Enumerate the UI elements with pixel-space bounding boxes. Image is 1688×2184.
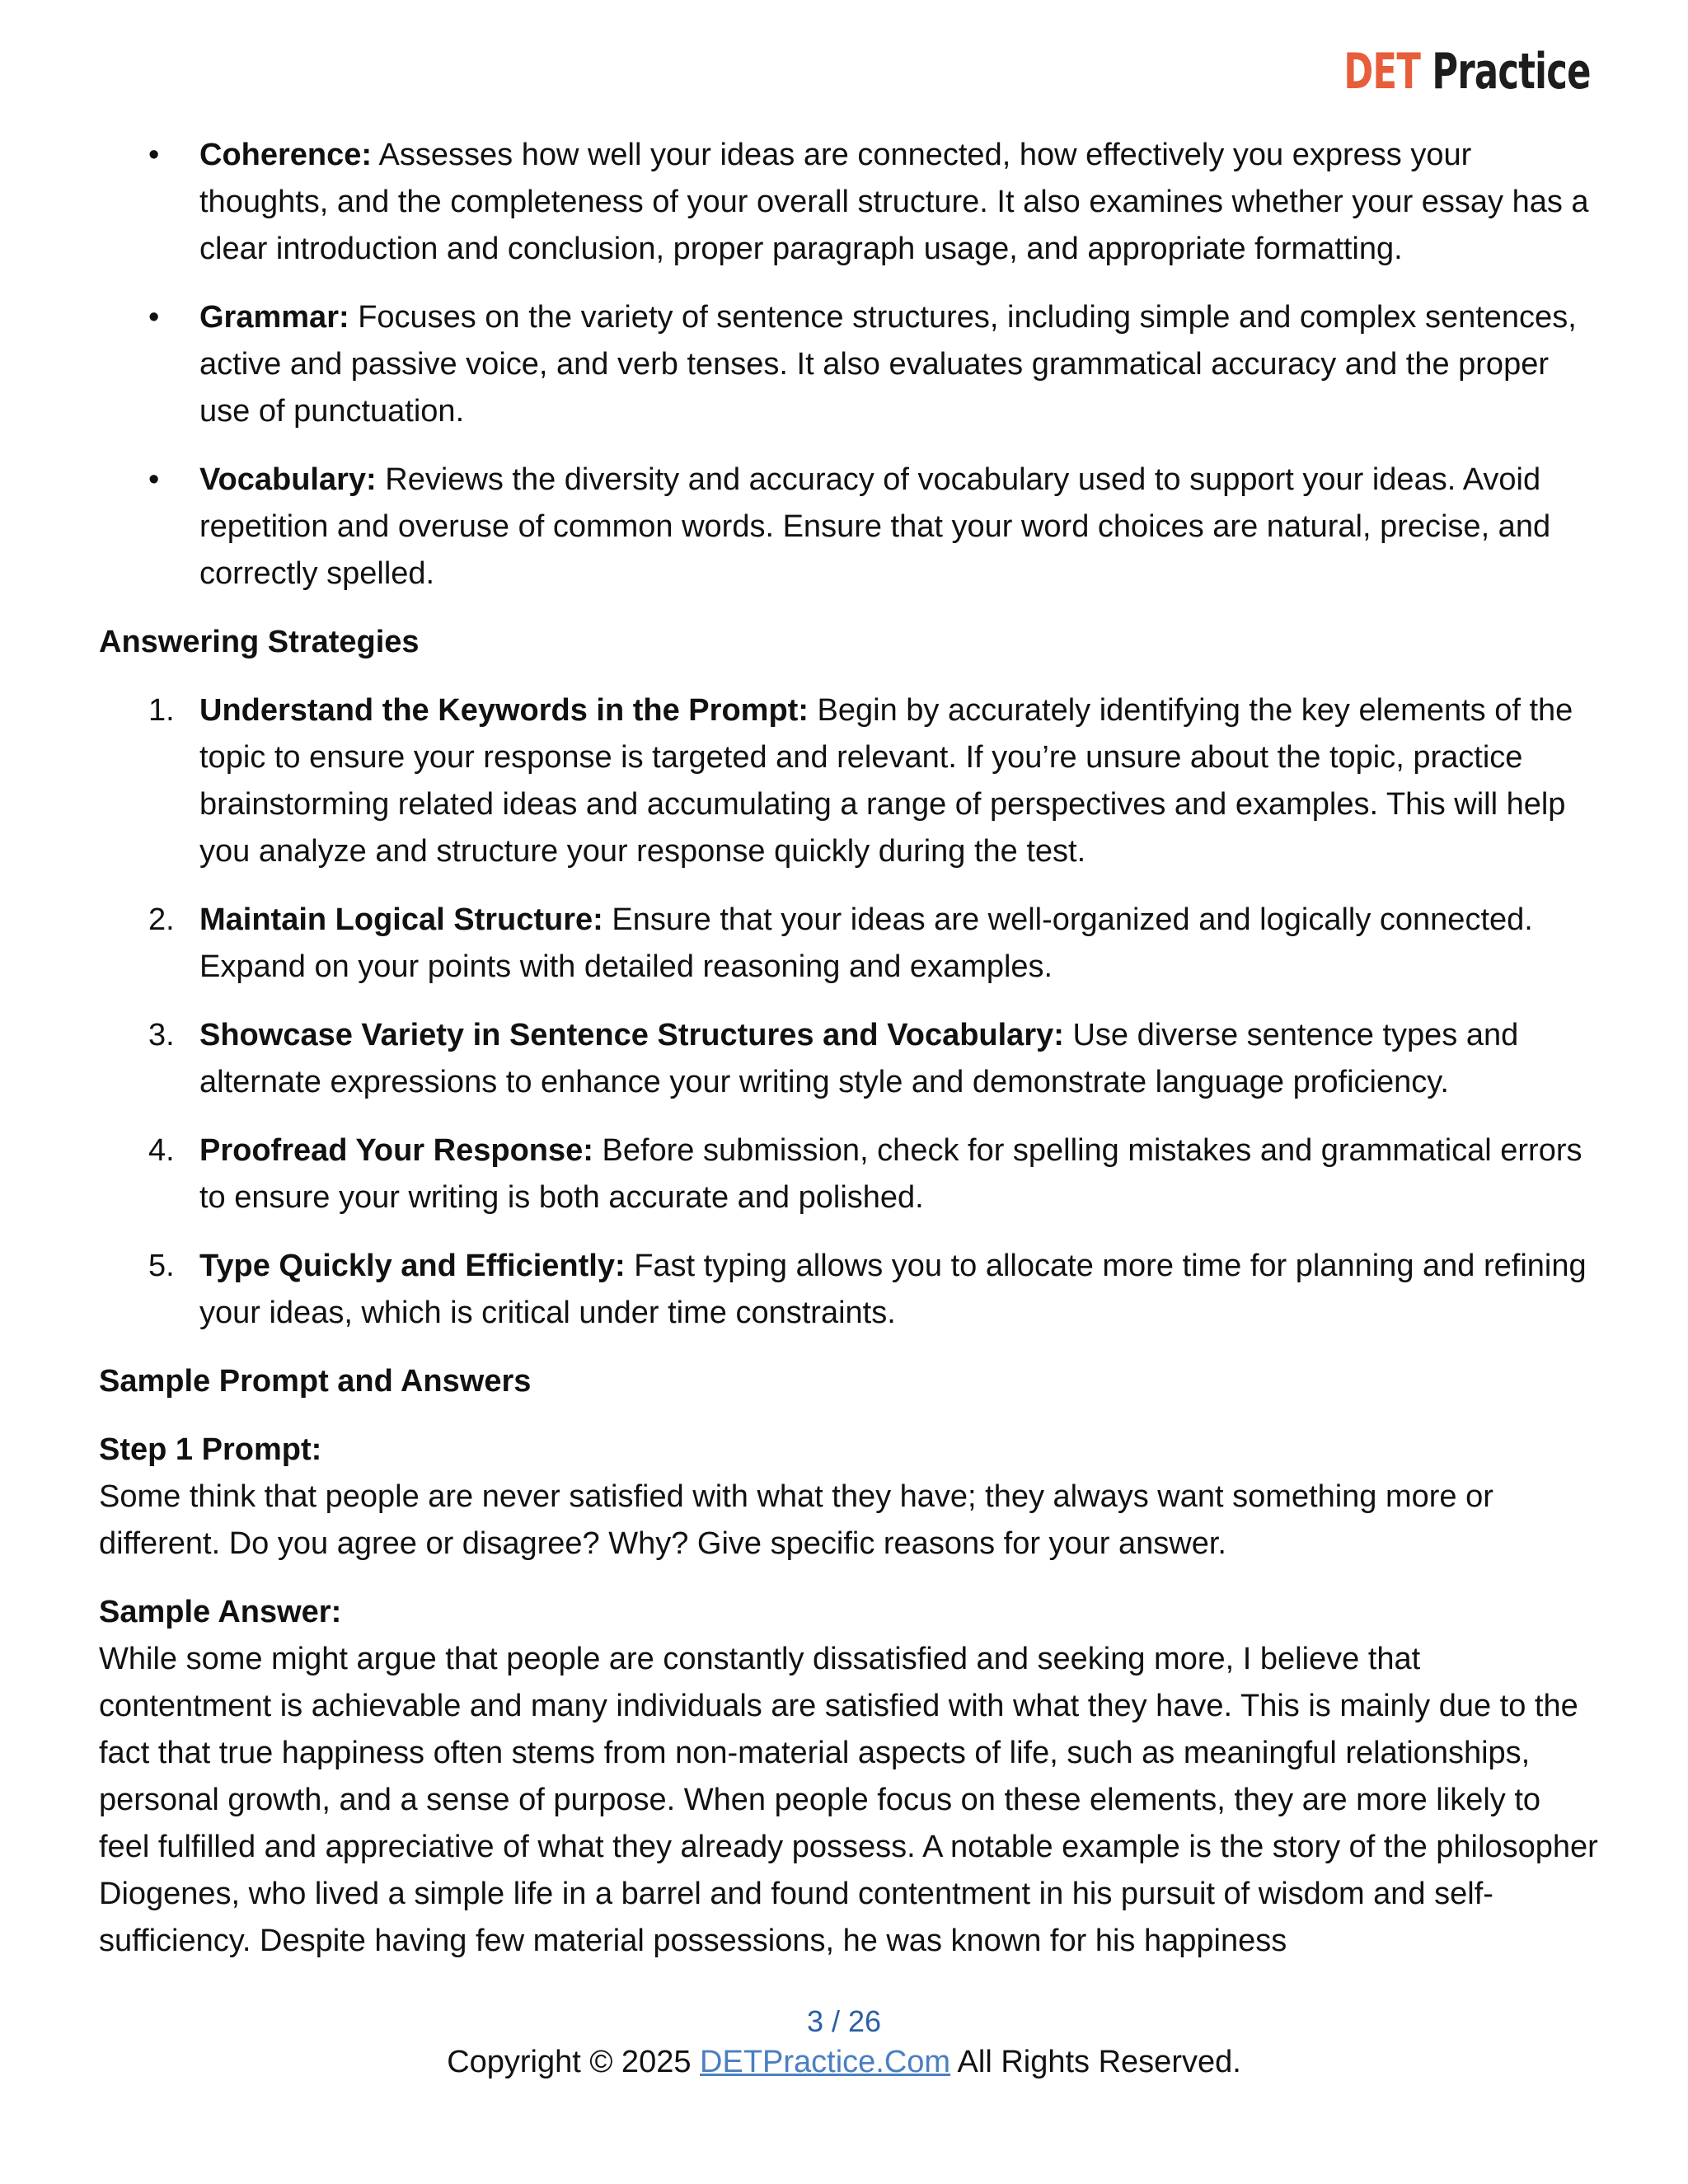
strategy-number: 3. — [148, 1018, 175, 1052]
prompt-label: Step 1 Prompt: — [99, 1432, 322, 1467]
answer-label: Sample Answer: — [99, 1595, 342, 1629]
strategy-item — [99, 1127, 1599, 1221]
strategy-item — [99, 1012, 1599, 1106]
strategy-item — [99, 897, 1599, 991]
strategy-text: Use diverse sentence types and alternate expressions to enhance your writing style and demonstrate language proficiency. — [199, 1018, 1519, 1099]
copyright-suffix: All Rights Reserved. — [950, 2045, 1241, 2079]
criteria-term: Grammar: — [199, 300, 349, 335]
strategy-number: 2. — [148, 902, 175, 937]
criteria-text: Focuses on the variety of sentence structures, including simple and complex sentences, active and passive voice, and verb tenses. It also evaluates grammatical accuracy and the proper use of punctuation. — [199, 300, 1577, 429]
strategy-number: 5. — [148, 1249, 175, 1283]
copyright-prefix: Copyright © 2025 — [447, 2045, 701, 2079]
criteria-text: Assesses how well your ideas are connected, how effectively you express your thoughts, and the completeness of your overall structure. It also examines whether your essay has a clear introduction and conclusion, proper paragraph usage, and appropriate formatting. — [199, 138, 1589, 266]
criteria-item-coherence — [99, 132, 1599, 273]
strategy-text: Ensure that your ideas are well-organized and logically connected. Expand on your points with detailed reasoning and examples. — [199, 902, 1533, 984]
strategies-list — [99, 687, 1599, 1337]
strategy-item — [99, 1243, 1599, 1337]
strategy-term: Proofread Your Response: — [199, 1133, 593, 1168]
criteria-term: Coherence: — [199, 138, 373, 172]
bullet-icon: • — [148, 462, 160, 497]
strategy-term: Showcase Variety in Sentence Structures and Vocabulary: — [199, 1018, 1064, 1052]
criteria-item-vocabulary — [99, 457, 1599, 598]
strategy-item — [99, 687, 1599, 875]
strategy-number: 4. — [148, 1133, 175, 1168]
prompt-text: Some think that people are never satisfied with what they have; they always want something more or different. Do you agree or disagree? Why? Give specific reasons for your answer. — [99, 1479, 1493, 1561]
strategy-term: Understand the Keywords in the Prompt: — [199, 693, 809, 728]
site-link[interactable]: DETPractice.Com — [700, 2045, 951, 2079]
logo-practice: Practice — [1432, 43, 1591, 101]
answer-text: While some might argue that people are constantly dissatisfied and seeking more, I believe that contentment is achievable and many individuals are satisfied with what they have. This is mainly due to the fact that true happiness often stems from non-material aspects of life, such as meaningful relationships, personal growth, and a sense of purpose. When people focus on these elements, they are more likely to feel fulfilled and appreciative of what they already possess. A notable example is the story of the philosopher Diogenes, who lived a simple life in a barrel and found contentment in his pursuit of wisdom and self-sufficiency. Despite having few material possessions, he was known for his happiness — [99, 1642, 1598, 1958]
strategy-term: Maintain Logical Structure: — [199, 902, 603, 937]
strategy-text: Fast typing allows you to allocate more time for planning and refining your ideas, which is critical under time constraints. — [199, 1249, 1587, 1330]
copyright-line — [0, 2045, 1688, 2080]
criteria-text: Reviews the diversity and accuracy of vocabulary used to support your ideas. Avoid repetition and overuse of common words. Ensure that your word choices are natural, precise, and correctly spelled. — [199, 462, 1551, 591]
strategies-heading: Answering Strategies — [99, 625, 420, 659]
criteria-list — [99, 132, 1599, 598]
page-number: 3 / 26 — [806, 2004, 882, 2038]
criteria-item-grammar — [99, 294, 1599, 435]
strategy-text: Before submission, check for spelling mistakes and grammatical errors to ensure your writing is both accurate and polished. — [199, 1133, 1582, 1215]
det-practice-logo — [1344, 43, 1591, 101]
bullet-icon: • — [148, 300, 160, 335]
criteria-term: Vocabulary: — [199, 462, 377, 497]
strategy-text: Begin by accurately identifying the key elements of the topic to ensure your response is targeted and relevant. If you’re unsure about the topic, practice brainstorming related ideas and accumulating a range of perspectives and examples. This will help you analyze and structure your response quickly during the test. — [199, 693, 1573, 869]
strategy-term: Type Quickly and Efficiently: — [199, 1249, 626, 1283]
document-body — [99, 132, 1599, 1986]
bullet-icon: • — [148, 138, 160, 172]
strategy-number: 1. — [148, 693, 175, 728]
answer-block — [99, 1589, 1599, 1965]
prompt-block — [99, 1427, 1599, 1568]
logo-det: DET — [1343, 43, 1421, 101]
sample-heading: Sample Prompt and Answers — [99, 1364, 532, 1399]
